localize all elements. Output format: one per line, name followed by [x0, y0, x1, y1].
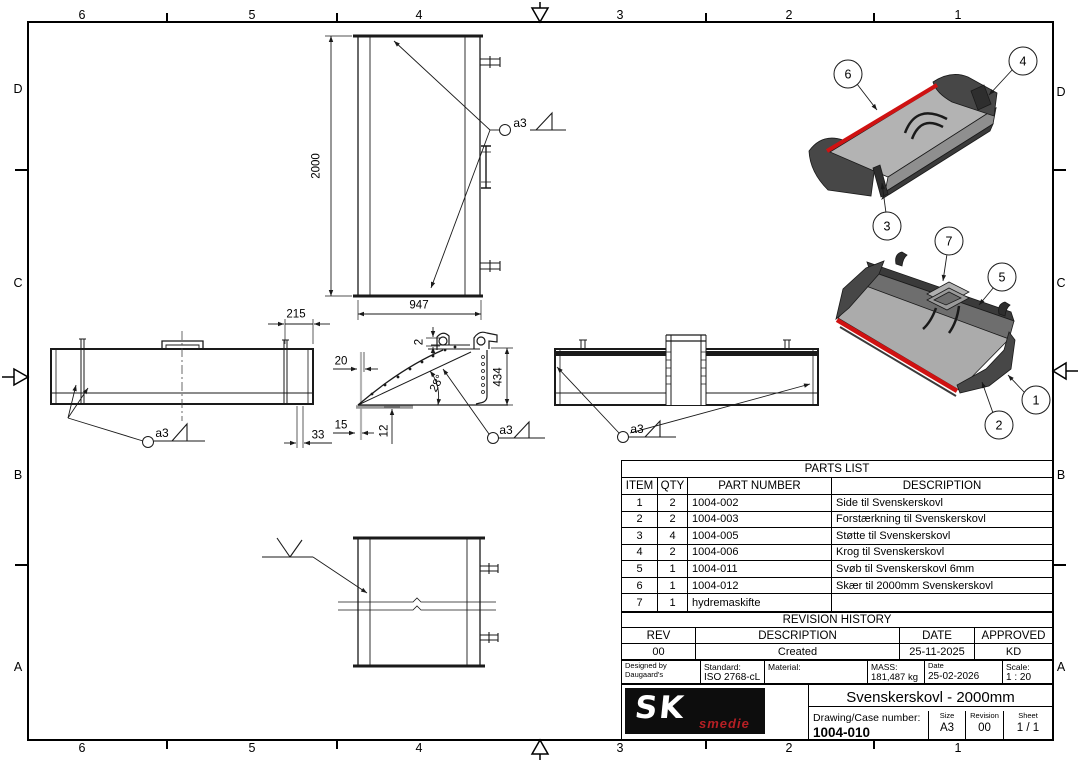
col-header-qty: QTY: [658, 478, 688, 495]
part-item: 5: [622, 561, 658, 578]
title-block: [621, 684, 1053, 740]
size-value: A3: [939, 721, 955, 734]
rear-view: [555, 335, 818, 405]
col-header-description: DESCRIPTION: [832, 478, 1052, 495]
part-qty: 1: [658, 594, 688, 611]
weld-label-front: a3: [155, 426, 169, 440]
part-number: 1004-012: [688, 578, 832, 595]
dim-15: 15: [334, 419, 348, 432]
part-qty: 2: [658, 495, 688, 512]
material-label: Material:: [768, 662, 801, 672]
standard-label: Standard:: [704, 662, 741, 672]
revision-approved: KD: [975, 644, 1052, 659]
part-qty: 2: [658, 512, 688, 529]
col-header-date: DATE: [900, 628, 975, 644]
frame-col-label: 4: [415, 7, 423, 22]
balloon-4: 4: [1009, 47, 1038, 76]
designed-by-value: Daugaard's: [625, 669, 664, 679]
part-description: Støtte til Svenskerskovl: [832, 528, 1052, 545]
dim-height-2000: 2000: [310, 153, 323, 179]
iso-view-rear: [809, 74, 997, 199]
dim-width-947: 947: [409, 299, 429, 312]
dim-33: 33: [311, 429, 325, 442]
revision-date: 25-11-2025: [900, 644, 975, 659]
drawing-title: Svenskerskovl - 2000mm: [809, 689, 1052, 707]
drawing-number-label: Drawing/Case number:: [813, 712, 921, 724]
parts-list-title: PARTS LIST: [622, 461, 1052, 478]
part-item: 6: [622, 578, 658, 595]
designed-by-label: Designed by: [625, 661, 667, 670]
weld-label-side: a3: [499, 423, 513, 437]
part-item: 2: [622, 512, 658, 529]
part-item: 4: [622, 545, 658, 562]
logo-subtext: smedie: [699, 716, 750, 731]
dim-12: 12: [378, 424, 391, 438]
drawing-number-cell: [809, 711, 929, 739]
col-header-item: ITEM: [622, 478, 658, 495]
frame-row-label: B: [13, 467, 23, 482]
part-number: 1004-002: [688, 495, 832, 512]
part-qty: 1: [658, 578, 688, 595]
balloon-1: 1: [1022, 386, 1051, 415]
part-item: 3: [622, 528, 658, 545]
frame-col-label: 1: [954, 7, 962, 22]
dim-20: 20: [334, 355, 348, 368]
frame-row-label: C: [13, 275, 23, 290]
drawing-number-value: 1004-010: [813, 724, 871, 739]
frame-row-label: A: [13, 659, 23, 674]
scale-label: Scale:: [1006, 662, 1030, 672]
frame-col-label: 2: [785, 7, 793, 22]
front-view: [51, 319, 332, 448]
standard-value: ISO 2768-cL: [704, 672, 761, 683]
col-header-rev: REV: [622, 628, 696, 644]
frame-col-label: 2: [785, 740, 793, 755]
frame-row-label: A: [1056, 659, 1066, 674]
dim-434: 434: [492, 367, 505, 387]
part-number: 1004-005: [688, 528, 832, 545]
scale-value: 1 : 20: [1006, 672, 1032, 683]
part-description: Skær til 2000mm Svenskerskovl: [832, 578, 1052, 595]
frame-col-label: 1: [954, 740, 962, 755]
weld-symbol-front-view: [68, 385, 205, 448]
dim-215: 215: [286, 308, 306, 321]
date-value: 25-02-2026: [928, 670, 980, 682]
frame-col-label: 5: [248, 740, 256, 755]
part-description: Side til Svenskerskovl: [832, 495, 1052, 512]
revision-cell: [966, 711, 1004, 739]
weld-symbol-bottom-view: [262, 538, 367, 593]
material-cell: [765, 661, 868, 683]
part-qty: 4: [658, 528, 688, 545]
frame-col-label: 6: [78, 7, 86, 22]
col-header-part-number: PART NUMBER: [688, 478, 832, 495]
frame-col-label: 6: [78, 740, 86, 755]
part-number: 1004-003: [688, 512, 832, 529]
revision-description: Created: [696, 644, 900, 659]
frame-row-label: C: [1056, 275, 1066, 290]
mass-cell: [868, 661, 925, 683]
top-view: [325, 36, 500, 320]
logo-cell: [622, 685, 809, 739]
company-logo: [625, 688, 765, 734]
balloon-6: 6: [834, 60, 863, 89]
part-number: 1004-011: [688, 561, 832, 578]
scale-cell: [1003, 661, 1052, 683]
col-header-approved: APPROVED: [975, 628, 1052, 644]
sheet-cell: [1004, 711, 1052, 739]
designed-by-cell: [622, 661, 701, 683]
balloon-5: 5: [988, 263, 1017, 292]
revision-history-title: REVISION HISTORY: [622, 613, 1052, 628]
part-description: Krog til Svenskerskovl: [832, 545, 1052, 562]
title-block-info-strip: [621, 660, 1053, 684]
part-number: 1004-006: [688, 545, 832, 562]
revision-label: Revision: [970, 711, 999, 720]
frame-row-label: D: [1056, 84, 1066, 99]
frame-col-label: 3: [616, 740, 624, 755]
frame-col-label: 4: [415, 740, 423, 755]
weld-label-top: a3: [513, 116, 527, 130]
title-block-right: [809, 685, 1052, 739]
frame-col-label: 5: [248, 7, 256, 22]
mass-label: MASS:: [871, 662, 898, 672]
sheet-value: 1 / 1: [1016, 721, 1040, 734]
weld-label-rear: a3: [630, 422, 644, 436]
size-cell: [929, 711, 966, 739]
revision-rev: 00: [622, 644, 696, 659]
bottom-view: [338, 538, 498, 666]
dim-angle-28: 28°: [427, 373, 447, 395]
part-number: hydremaskifte: [688, 594, 832, 611]
revision-value: 00: [978, 721, 991, 734]
date-cell: [925, 661, 1003, 683]
standard-cell: [701, 661, 765, 683]
balloon-2: 2: [985, 411, 1014, 440]
balloon-7: 7: [935, 227, 964, 256]
frame-col-label: 3: [616, 7, 624, 22]
parts-list-table: [621, 460, 1053, 612]
part-item: 1: [622, 495, 658, 512]
mass-value: 181,487 kg: [871, 672, 919, 683]
part-description: Svøb til Svenskerskovl 6mm: [832, 561, 1052, 578]
part-description: Forstærkning til Svenskerskovl: [832, 512, 1052, 529]
dim-2: 2: [413, 338, 426, 346]
part-item: 7: [622, 594, 658, 611]
size-label: Size: [939, 711, 955, 720]
date-label: Date: [928, 661, 944, 670]
sheet-label: Sheet: [1018, 711, 1038, 720]
part-description: [832, 594, 1052, 611]
part-qty: 2: [658, 545, 688, 562]
frame-row-label: D: [13, 81, 23, 96]
logo-text: SK: [633, 690, 688, 726]
balloon-3: 3: [873, 212, 902, 241]
frame-row-label: B: [1056, 467, 1066, 482]
revision-history-table: [621, 612, 1053, 660]
col-header-rev-description: DESCRIPTION: [696, 628, 900, 644]
part-qty: 1: [658, 561, 688, 578]
